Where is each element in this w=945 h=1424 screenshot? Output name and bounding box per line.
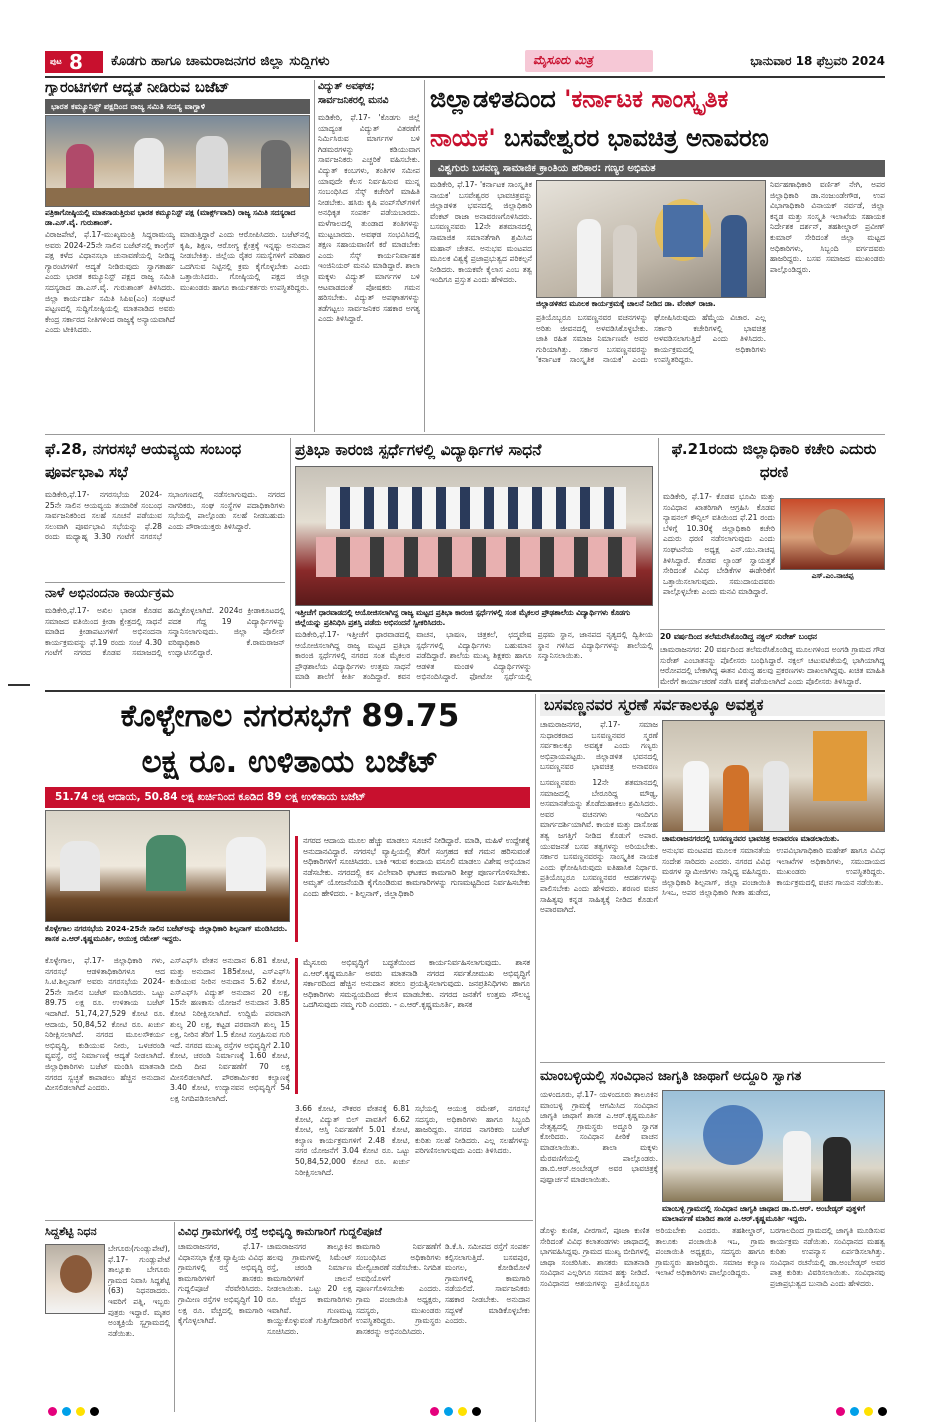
felicitation-headline: ನಾಳೆ ಅಭಿನಂದನಾ ಕಾರ್ಯಕ್ರಮ	[45, 586, 174, 601]
page-number-box	[45, 51, 103, 73]
date-line: ಭಾನುವಾರ 18 ಫೆಬ್ರವರಿ 2024	[750, 54, 885, 68]
budget-note-caption: ಪತ್ರಿಕಾಗೋಷ್ಠಿಯಲ್ಲಿ ಮಾತನಾಡುತ್ತಿರುವ ಭಾರತ ಕಮ್ಯೂನಿಸ್ಟ್ ಪಕ್ಷ (ಮಾರ್ಕ್ಸ್‌ವಾದಿ) ರಾಜ್ಯ ಸಮಿತಿ ಸದಸ್ಯರಾದ ಡಾ.ಎಸ್.ವೈ. ಗುರುಶಾಂತ್.	[45, 208, 296, 227]
masthead	[45, 48, 885, 74]
basaveshwara-headline-pre: ಜಿಲ್ಲಾಡಳಿತದಿಂದ	[430, 85, 565, 113]
obituary-headline: ಸಿದ್ದಶೆಟ್ಟಿ ನಿಧನ	[45, 1225, 97, 1238]
pratibha-caption: ಇತ್ತೀಚೆಗೆ ಧಾರವಾಡದಲ್ಲಿ ಆಯೋಜಿಸಲಾಗಿದ್ದ ರಾಜ್ಯ ಮಟ್ಟದ ಪ್ರತಿಭಾ ಕಾರಂಜಿ ಸ್ಪರ್ಧೆಗಳಲ್ಲಿ ಸಂತ ಮೈಕಲರ ಪ್ರೌಢಶಾಲೆಯ ವಿದ್ಯಾರ್ಥಿಗಳು ಕೊಡಗು ಜಿಲ್ಲೆಯನ್ನು ಪ್ರತಿನಿಧಿಸಿ ಪ್ರಶಸ್ತಿ ಪಡೆದು ಅಭಿನಂದನೆ ಸ್ವೀಕರಿಸಿದರು.	[295, 608, 631, 627]
budget-note-body-col2: ಮಾಡುತ್ತಿದ್ದಾರೆ ಎಂದು ಆರೋಪಿಸಿದರು. ಬಜೆಟ್‌ನಲ್ಲಿ ಕೃಷಿ, ಶಿಕ್ಷಣ, ಆರೋಗ್ಯ ಕ್ಷೇತ್ರಕ್ಕೆ ಇನ್ನಷ್ಟು ಅನುದಾನ ನೀಡಬೇಕಿತ್ತು. ಜಿಲ್ಲೆಯ ರೈತರ ಸಮಸ್ಯೆಗಳಿಗೆ ಪರಿಹಾರ ಒದಗಿಸುವ ನಿಟ್ಟಿನಲ್ಲಿ ಕ್ರಮ ಕೈಗೊಳ್ಳಬೇಕು ಎಂದು ಒತ್ತಾಯಿಸಿದರು. ಗೋಷ್ಠಿಯಲ್ಲಿ ಪಕ್ಷದ ಜಿಲ್ಲಾ ಮುಖಂಡರು ಹಾಗೂ ಕಾರ್ಯಕರ್ತರು ಉಪಸ್ಥಿತರಿದ್ದರು.	[180, 230, 310, 292]
kollegal-headline-line1: ಕೊಳ್ಳೇಗಾಲ ನಗರಸಭೆಗೆ 89.75	[120, 698, 460, 734]
registration-dot	[836, 1407, 845, 1416]
mamballi-body3: ಬರಗಾಲದಿಂದ ಗ್ರಾಮದಲ್ಲಿ ಜಾಗೃತಿ ಮೂಡಿಸುವ ಕಾರ್ಯಕ್ರಮ ನಡೆಯಿತು. ಸಂವಿಧಾನದ ಮಹತ್ವ ಕುರಿತು ಉಪನ್ಯಾಸ ಏರ್ಪಡಿಸಲಾಗಿತ್ತು. ಸಂವಿಧಾನ ರಚನೆಯಲ್ಲಿ ಡಾ.ಅಂಬೇಡ್ಕರ್ ಅವರ ಪಾತ್ರ ಕುರಿತು ವಿವರಿಸಲಾಯಿತು. ಸಂವಿಧಾನವು ಪ್ರಜಾಪ್ರಭುತ್ವದ ಬುನಾದಿ ಎಂದು ಹೇಳಿದರು.	[770, 1226, 885, 1288]
section-rule	[45, 690, 885, 692]
budget-note-sub: ಭಾರತ ಕಮ್ಯೂನಿಸ್ಟ್ ಪಕ್ಷದಿಂದ ರಾಜ್ಯ ಸಮಿತಿ ಸದಸ್ಯ ವಾಗ್ದಾಳಿ	[45, 99, 310, 114]
mamballi-photo	[662, 1090, 885, 1202]
basaveshwara-sub: ವಿಶ್ವಗುರು ಬಸವಣ್ಣ ಸಾಮಾಜಿಕ ಕ್ರಾಂತಿಯ ಹರಿಕಾರ: ಗಣ್ಯರ ಅಭಿಮತ	[430, 160, 885, 177]
section-rule	[660, 629, 885, 630]
budget-note-body-col1: ವಿರಾಜಪೇಟೆ, ಫೆ.17-ಮುಖ್ಯಮಂತ್ರಿ ಸಿದ್ದರಾಮಯ್ಯ ಅವರು 2024-25ನೇ ಸಾಲಿನ ಬಜೆಟ್‌ನಲ್ಲಿ ಕಾಂಗ್ರೆಸ್ ಪಕ್ಷ ಕಳೆದ ವಿಧಾನಸಭಾ ಚುನಾವಣೆಯಲ್ಲಿ ನೀಡಿದ್ದ ಗ್ಯಾರಂಟಿಗಳಿಗೆ ಆದ್ಯತೆ ನೀಡಿರುವುದು ಸ್ವಾಗತಾರ್ಹ ಎಂದು ಭಾರತ ಕಮ್ಯೂನಿಸ್ಟ್ ಪಕ್ಷದ ರಾಜ್ಯ ಸಮಿತಿ ಸದಸ್ಯರಾದ ಡಾ.ಎಸ್.ವೈ. ಗುರುಶಾಂತ್ ತಿಳಿಸಿದರು. ಜಿಲ್ಲಾ ಕಾರ್ಯದರ್ಶಿ ಸಮಿತಿ ಸಿಪಿಐ(ಎಂ) ಸಂಘಟನೆ ಪಟ್ಟಣದಲ್ಲಿ ಸುದ್ದಿಗೋಷ್ಠಿಯಲ್ಲಿ ಮಾತನಾಡಿದ ಅವರು ಕೇಂದ್ರ ಸರ್ಕಾರದ ನೀತಿಗಳಿಂದ ರಾಜ್ಯಕ್ಕೆ ಅನ್ಯಾಯವಾಗಿದೆ ಎಂದು ಟೀಕಿಸಿದರು.	[45, 230, 175, 335]
registration-dot	[850, 1407, 859, 1416]
section-rule	[540, 1062, 885, 1063]
budget-note-headline: ಗ್ಯಾರಂಟಿಗಳಿಗೆ ಆದ್ಯತೆ ನೀಡಿರುವ ಬಜೆಟ್	[45, 80, 230, 96]
electricity-body: ಮಡಿಕೇರಿ, ಫೆ.17- 'ಕೊಡಗು ಜಿಲ್ಲೆ ಯಾದ್ಯಂತ ವಿದ್ಯುತ್ ವಿತರಣೆಗೆ ನಿರ್ಮಿಸಿರುವ ಮಾರ್ಗಗಳ ಬಳಿ ಗಿಡಮರಗಳನ್ನು ಕಡಿಯುವಾಗ ಸಾರ್ವಜನಿಕರು ಎಚ್ಚರಿಕೆ ವಹಿಸಬೇಕು. ವಿದ್ಯುತ್ ಕಂಬಗಳು, ತಂತಿಗಳ ಸಮೀಪ ಯಾವುದೇ ಕೆಲಸ ನಿರ್ವಹಿಸುವ ಮುನ್ನ ಸಂಬಂಧಿಸಿದ ಸೆಸ್ಕ್ ಕಚೇರಿಗೆ ಮಾಹಿತಿ ನೀಡಬೇಕು. ಹಸಿರು ಕೃಷಿ ಪಂಪ್‌ಸೆಟ್‌ಗಳಿಗೆ ಅನಧಿಕೃತ ಸಂಪರ್ಕ ಪಡೆಯಬಾರದು. ಮಳೆಗಾಲದಲ್ಲಿ ತುಂಡಾದ ತಂತಿಗಳನ್ನು ಮುಟ್ಟಬಾರದು. ಅವಘಡ ಸಂಭವಿಸಿದಲ್ಲಿ ತಕ್ಷಣ ಸಹಾಯವಾಣಿಗೆ ಕರೆ ಮಾಡಬೇಕು ಎಂದು ಸೆಸ್ಕ್ ಕಾರ್ಯನಿರ್ವಾಹಕ ಇಂಜಿನಿಯರ್ ಮನವಿ ಮಾಡಿದ್ದಾರೆ. ಶಾಲಾ ಮಕ್ಕಳು ವಿದ್ಯುತ್ ಮಾರ್ಗಗಳ ಬಳಿ ಆಟವಾಡದಂತೆ ಪೋಷಕರು ಗಮನ ಹರಿಸಬೇಕು. ವಿದ್ಯುತ್ ಅಪಘಾತಗಳನ್ನು ತಡೆಗಟ್ಟಲು ಸಾರ್ವಜನಿಕರ ಸಹಕಾರ ಅಗತ್ಯ ಎಂದು ತಿಳಿಸಿದ್ದಾರೆ.	[318, 113, 420, 324]
roads-body4: ಡಿ.ಕೆ.ಸಿ. ಸಮೀಪದ ರಸ್ತೆಗೆ ಸಂಪರ್ಕ ಕಲ್ಪಿಸಲಾಗುತ್ತಿದೆ. ಬಸವಪುರ, ಮಂಗಲ, ಕೋಡಿಮೋಳೆ ಗ್ರಾಮಗಳಲ್ಲಿ ಕಾಮಗಾರಿ ನಡೆಯಲಿದೆ. ಸಾರ್ವಜನಿಕರು ಸಹಕಾರ ನೀಡಬೇಕು. ಅನುದಾನ ಸದ್ಬಳಕೆ ಮಾಡಿಕೊಳ್ಳಬೇಕು ಎಂದರು.	[445, 1242, 530, 1326]
kollegal-quote-1: ನಗರದ ಆದಾಯ ಮೂಲ ಹೆಚ್ಚು ಮಾಡಲು ಸೂಚನೆ ನೀಡಿದ್ದಾರೆ. ಮಾಡಿ, ಮಹಿಳೆ ಉದ್ದೇಶಕ್ಕೆ ಅನುದಾನವಿದ್ದಾರೆ. ನಗರಸಭೆ ವ್ಯಾಪ್ತಿಯಲ್ಲಿ ತೆರಿಗೆ ಸಂಗ್ರಹದ ಕಡೆ ಗಮನ ಹರಿಸುವಂತೆ ಅಧಿಕಾರಿಗಳಿಗೆ ಸೂಚಿಸಿದರು. ಬಾಕಿ ಇರುವ ಕಂದಾಯ ವಸೂಲಿ ಮಾಡಲು ವಿಶೇಷ ಅಭಿಯಾನ ನಡೆಸಬೇಕು. ನಗರದಲ್ಲಿ ಕಸ ವಿಲೇವಾರಿ ಘಟಕದ ಕಾಮಗಾರಿ ಶೀಘ್ರ ಪೂರ್ಣಗೊಳಿಸಬೇಕು. ಅಮೃತ್ ಯೋಜನೆಯಡಿ ಕೈಗೊಂಡಿರುವ ಕಾಮಗಾರಿಗಳನ್ನು ಗುಣಮಟ್ಟದಿಂದ ನಿರ್ವಹಿಸಬೇಕು ಎಂದು ಹೇಳಿದರು. - ಶಿಲ್ಪನಾಗ್, ಜಿಲ್ಲಾಧಿಕಾರಿ	[303, 836, 530, 898]
naxal-body: ಚಾಮರಾಜನಗರ: 20 ವರ್ಷದಿಂದ ತಲೆಮರೆಸಿಕೊಂಡಿದ್ದ ಮೂಲಗಳಿಂದ ಅಂಗಡಿ ಗ್ರಾಮದ ಗೌಡ ಸುರೇಶ್ ಎಂಬಾತನನ್ನು ಪೊಲೀಸರು ಬಂಧಿಸಿದ್ದಾರೆ. ನಕ್ಸಲ್ ಚಟುವಟಿಕೆಯಲ್ಲಿ ಭಾಗಿಯಾಗಿದ್ದ ಆರೋಪದಲ್ಲಿ ಬೇಕಾಗಿದ್ದ ಈತನ ವಿರುದ್ಧ ಹಲವು ಪ್ರಕರಣಗಳು ದಾಖಲಾಗಿದ್ದವು. ಖಚಿತ ಮಾಹಿತಿ ಮೇರೆಗೆ ಕಾರ್ಯಾಚರಣೆ ನಡೆಸಿ ವಶಕ್ಕೆ ಪಡೆಯಲಾಗಿದೆ ಎಂದು ಪೊಲೀಸರು ತಿಳಿಸಿದ್ದಾರೆ.	[660, 645, 885, 686]
paper-logo	[525, 50, 653, 72]
kollegal-sub: 51.74 ಲಕ್ಷ ಆದಾಯ, 50.84 ಲಕ್ಷ ಖರ್ಚಿನಿಂದ ಕೂಡಿದ 89 ಲಕ್ಷ ಉಳಿತಾಯ ಬಜೆಟ್	[45, 787, 530, 808]
feb21-headline: ಫೆ.21ರಂದು ಜಿಲ್ಲಾಧಿಕಾರಿ ಕಚೇರಿ ಎದುರು ಧರಣಿ	[671, 440, 877, 481]
registration-dot	[444, 1407, 453, 1416]
kollegal-photo	[45, 810, 290, 922]
mamballi-headline: ಮಾಂಬಳ್ಳಿಯಲ್ಲಿ ಸಂವಿಧಾನ ಜಾಗೃತಿ ಜಾಥಾಗೆ ಅದ್ದೂರಿ ಸ್ವಾಗತ	[540, 1068, 802, 1084]
basavanna-smarane-body3: ಅನುಭವ ಮಂಟಪದ ಮೂಲಕ ಸಮಾನತೆಯ ಸಂದೇಶ ಸಾರಿದರು ಎಂದರು. ನಗರದ ವಿವಿಧ ಮಠಗಳ ಸ್ವಾಮೀಜಿಗಳು ಸಾನ್ನಿಧ್ಯ ವಹಿಸಿದ್ದರು. ಜಿಲ್ಲಾಧಿಕಾರಿ ಶಿಲ್ಪನಾಗ್, ಜಿಲ್ಲಾ ಪಂಚಾಯಿತಿ ಸಿಇಒ, ಅಪರ ಜಿಲ್ಲಾಧಿಕಾರಿ ಗೀತಾ ಹುಡೇದ, ಉಪವಿಭಾಗಾಧಿಕಾರಿ ಮಹೇಶ್ ಹಾಗೂ ವಿವಿಧ ಇಲಾಖೆಗಳ ಅಧಿಕಾರಿಗಳು, ಸಮುದಾಯದ ಮುಖಂಡರು ಉಪಸ್ಥಿತರಿದ್ದರು. ಕಾರ್ಯಕ್ರಮದಲ್ಲಿ ವಚನ ಗಾಯನ ನಡೆಯಿತು.	[662, 846, 885, 898]
page-label: ಪುಟ	[50, 57, 62, 66]
kollegal-body-col4: ಸಭೆಯಲ್ಲಿ ಆಯುಕ್ತ ರಮೇಶ್, ನಗರಸಭೆ ಸದಸ್ಯರು, ಅಧಿಕಾರಿಗಳು ಹಾಗೂ ಸಿಬ್ಬಂದಿ ಹಾಜರಿದ್ದರು. ನಗರದ ನಾಗರಿಕರು ಬಜೆಟ್ ಕುರಿತು ಸಲಹೆ ನೀಡಿದರು. ಎಲ್ಲ ಸಲಹೆಗಳನ್ನು ಪರಿಗಣಿಸಲಾಗುವುದು ಎಂದು ತಿಳಿಸಿದರು.	[415, 1104, 530, 1156]
basavanna-smarane-caption: ಚಾಮರಾಜನಗರದಲ್ಲಿ ಬಸವಣ್ಣನವರ ಭಾವಚಿತ್ರ ಅನಾವರಣ ಮಾಡಲಾಯಿತು.	[662, 834, 840, 843]
crop-mark	[8, 684, 30, 686]
kollegal-quote-2: ಮೈಸೂರು ಅಭಿವೃದ್ಧಿಗೆ ಬದ್ಧತೆಯಿಂದ ಕಾರ್ಯನಿರ್ವಹಿಸಲಾಗುವುದು. ಶಾಸಕ ಎ.ಆರ್.ಕೃಷ್ಣಮೂರ್ತಿ ಅವರು ಮಾತನಾಡಿ ನಗರದ ಸರ್ವತೋಮುಖ ಅಭಿವೃದ್ಧಿಗೆ ಸರ್ಕಾರದಿಂದ ಹೆಚ್ಚಿನ ಅನುದಾನ ತರಲು ಪ್ರಯತ್ನಿಸಲಾಗುವುದು. ಜನಪ್ರತಿನಿಧಿಗಳು ಹಾಗೂ ಅಧಿಕಾರಿಗಳು ಸಮನ್ವಯದಿಂದ ಕೆಲಸ ಮಾಡಬೇಕು. ನಗರದ ಜನತೆಗೆ ಉತ್ತಮ ಸೌಲಭ್ಯ ಒದಗಿಸುವುದು ನಮ್ಮ ಗುರಿ ಎಂದರು. - ಎ.ಆರ್.ಕೃಷ್ಣಮೂರ್ತಿ, ಶಾಸಕ	[303, 958, 530, 1010]
basaveshwara-body-col2: ಪ್ರತಿಯೊಬ್ಬರೂ ಬಸವಣ್ಣನವರ ವಚನಗಳನ್ನು ಅರಿತು ಜೀವನದಲ್ಲಿ ಅಳವಡಿಸಿಕೊಳ್ಳಬೇಕು. ಜಾತಿ ರಹಿತ ಸಮಾಜ ನಿರ್ಮಾಣವೇ ಅವರ ಗುರಿಯಾಗಿತ್ತು. ಸರ್ಕಾರ ಬಸವಣ್ಣನವರನ್ನು 'ಕರ್ನಾಟಕ ಸಾಂಸ್ಕೃತಿಕ ನಾಯಕ' ಎಂದು ಘೋಷಿಸಿರುವುದು ಹೆಮ್ಮೆಯ ವಿಚಾರ. ಎಲ್ಲ ಸರ್ಕಾರಿ ಕಚೇರಿಗಳಲ್ಲಿ ಭಾವಚಿತ್ರ ಅಳವಡಿಸಲಾಗುತ್ತಿದೆ ಎಂದು ತಿಳಿಸಿದರು. ಕಾರ್ಯಕ್ರಮದಲ್ಲಿ ಅಧಿಕಾರಿಗಳು ಉಪಸ್ಥಿತರಿದ್ದರು.	[536, 313, 766, 365]
section-title: ಕೊಡಗು ಹಾಗೂ ಚಾಮರಾಜನಗರ ಜಿಲ್ಲಾ ಸುದ್ದಿಗಳು	[111, 53, 330, 69]
section-rule	[45, 582, 285, 583]
kollegal-quote-box-2	[295, 958, 530, 1094]
basaveshwara-headline-line2	[430, 121, 885, 155]
registration-dot	[62, 1407, 71, 1416]
roads-body1: ಚಾಮರಾಜನಗರ, ಫೆ.17- ವಿಧಾನಸಭಾ ಕ್ಷೇತ್ರ ವ್ಯಾಪ್ತಿಯ ವಿವಿಧ ಗ್ರಾಮಗಳಲ್ಲಿ ರಸ್ತೆ ಅಭಿವೃದ್ಧಿ ಕಾಮಗಾರಿಗಳಿಗೆ ಶಾಸಕರು ಗುದ್ದಲಿಪೂಜೆ ನೆರವೇರಿಸಿದರು. ಗ್ರಾಮೀಣ ರಸ್ತೆಗಳ ಅಭಿವೃದ್ಧಿಗೆ 10 ಲಕ್ಷ ರೂ. ವೆಚ್ಚದಲ್ಲಿ ಕಾಮಗಾರಿ ಕೈಗೊಳ್ಳಲಾಗಿದೆ.	[178, 1242, 263, 1326]
basaveshwara-headline-post: ಬಸವೇಶ್ವರರ ಭಾವಚಿತ್ರ ಅನಾವರಣ	[495, 124, 769, 152]
registration-dot	[458, 1407, 467, 1416]
basavanna-smarane-headline: ಬಸವಣ್ಣನವರ ಸ್ಮರಣೆ ಸರ್ವಕಾಲಕ್ಕೂ ಅವಶ್ಯಕ	[540, 694, 885, 716]
kollegal-body-col3: 3.66 ಕೋಟಿ, ನೌಕರರ ವೇತನಕ್ಕೆ 6.81 ಕೋಟಿ, ವಿದ್ಯುತ್ ಬಿಲ್ ಪಾವತಿಗೆ 6.62 ಕೋಟಿ, ಆಸ್ತಿ ನಿರ್ವಹಣೆಗೆ 5.01 ಕೋಟಿ, ಕಲ್ಯಾಣ ಕಾರ್ಯಕ್ರಮಗಳಿಗೆ 2.48 ಕೋಟಿ, ನಗರ ಯೋಜನೆಗೆ 3.04 ಕೋಟಿ ರೂ. ಒಟ್ಟು 50,84,52,000 ಕೋಟಿ ರೂ. ಖರ್ಚು ನಿರೀಕ್ಷಿಸಲಾಗಿದೆ.	[295, 1104, 410, 1177]
basaveshwara-caption: ಜಿಲ್ಲಾಡಳಿತದ ಮೂಲಕ ಕಾರ್ಯಕ್ರಮಕ್ಕೆ ಚಾಲನೆ ನೀಡಿದ ಡಾ. ವೆಂಕಟ್ ರಾಜಾ.	[536, 299, 716, 308]
pratibha-body: ಮಡಿಕೇರಿ,ಫೆ.17- ಇತ್ತೀಚೆಗೆ ಧಾರವಾಡದಲ್ಲಿ ಆಯೋಜಿಸಲಾಗಿದ್ದ ರಾಜ್ಯ ಮಟ್ಟದ ಪ್ರತಿಭಾ ಕಾರಂಜಿ ಸ್ಪರ್ಧೆಗಳಲ್ಲಿ ನಗರದ ಸಂತ ಮೈಕಲರ ಪ್ರೌಢಶಾಲೆಯ ವಿದ್ಯಾರ್ಥಿಗಳು ಉತ್ತಮ ಸಾಧನೆ ಮಾಡಿ ಶಾಲೆಗೆ ಕೀರ್ತಿ ತಂದಿದ್ದಾರೆ. ಕವನ ವಾಚನ, ಭಾಷಣ, ಚಿತ್ರಕಲೆ, ಛದ್ಮವೇಷ ಸ್ಪರ್ಧೆಗಳಲ್ಲಿ ವಿದ್ಯಾರ್ಥಿಗಳು ಬಹುಮಾನ ಪಡೆದಿದ್ದಾರೆ. ಶಾಲೆಯ ಮುಖ್ಯ ಶಿಕ್ಷಕರು ಹಾಗೂ ಆಡಳಿತ ಮಂಡಳಿ ವಿದ್ಯಾರ್ಥಿಗಳನ್ನು ಅಭಿನಂದಿಸಿದ್ದಾರೆ. ಫೋಟೋ ಸ್ಪರ್ಧೆಯಲ್ಲಿ ಪ್ರಥಮ ಸ್ಥಾನ, ಜಾನಪದ ನೃತ್ಯದಲ್ಲಿ ದ್ವಿತೀಯ ಸ್ಥಾನ ಗಳಿಸಿದ ವಿದ್ಯಾರ್ಥಿಗಳನ್ನು ಶಾಲೆಯಲ್ಲಿ ಸನ್ಮಾನಿಸಲಾಯಿತು.	[295, 630, 653, 682]
registration-dot	[472, 1407, 481, 1416]
basavanna-smarane-body1: ಚಾಮರಾಜನಗರ, ಫೆ.17- ಸಮಾಜ ಸುಧಾರಕರಾದ ಬಸವಣ್ಣನವರ ಸ್ಮರಣೆ ಸರ್ವಕಾಲಕ್ಕೂ ಅವಶ್ಯಕ ಎಂದು ಗಣ್ಯರು ಅಭಿಪ್ರಾಯಪಟ್ಟರು. ಜಿಲ್ಲಾಡಳಿತ ಭವನದಲ್ಲಿ ಬಸವಣ್ಣನವರ ಭಾವಚಿತ್ರ ಅನಾವರಣ	[540, 720, 658, 772]
feb21-photo	[780, 498, 885, 570]
naxal-headline: 20 ವರ್ಷದಿಂದ ತಲೆಮರೆಸಿಕೊಂಡಿದ್ದ ನಕ್ಸಲ್ ಸುರೇಶ್ ಬಂಧನ	[660, 632, 817, 641]
column-rule	[424, 80, 425, 432]
kollegal-quote-box-1	[295, 836, 530, 942]
column-rule	[174, 1222, 175, 1412]
basavanna-smarane-photo	[662, 720, 885, 832]
kollegal-headline-line2: ಲಕ್ಷ ರೂ. ಉಳಿತಾಯ ಬಜೆಟ್	[141, 744, 439, 780]
column-rule	[290, 438, 291, 688]
feb28-body: ಮಡಿಕೇರಿ,ಫೆ.17- ನಗರಸಭೆಯ 2024-25ನೇ ಸಾಲಿನ ಆಯವ್ಯಯ ತಯಾರಿಕೆ ಸಂಬಂಧ ಸಾರ್ವಜನಿಕರಿಂದ ಸಲಹೆ ಸೂಚನೆ ಪಡೆಯುವ ಸಲುವಾಗಿ ಪೂರ್ವಭಾವಿ ಸಭೆಯನ್ನು ಫೆ.28 ರಂದು ಮಧ್ಯಾಹ್ನ 3.30 ಗಂಟೆಗೆ ನಗರಸಭೆ ಸಭಾಂಗಣದಲ್ಲಿ ನಡೆಸಲಾಗುವುದು. ನಗರದ ನಾಗರಿಕರು, ಸಂಘ ಸಂಸ್ಥೆಗಳ ಪದಾಧಿಕಾರಿಗಳು ಸಭೆಯಲ್ಲಿ ಪಾಲ್ಗೊಂಡು ಸಲಹೆ ನೀಡಬಹುದು ಎಂದು ಪೌರಾಯುಕ್ತರು ತಿಳಿಸಿದ್ದಾರೆ.	[45, 490, 285, 542]
basaveshwara-body-col1: ಮಡಿಕೇರಿ, ಫೆ.17- 'ಕರ್ನಾಟಕ ಸಾಂಸ್ಕೃತಿಕ ನಾಯಕ' ಬಸವೇಶ್ವರರ ಭಾವಚಿತ್ರವನ್ನು ಜಿಲ್ಲಾಡಳಿತ ಭವನದಲ್ಲಿ ಜಿಲ್ಲಾಧಿಕಾರಿ ವೆಂಕಟ್ ರಾಜಾ ಅನಾವರಣಗೊಳಿಸಿದರು. ಬಸವಣ್ಣನವರು 12ನೇ ಶತಮಾನದಲ್ಲಿ ಸಾಮಾಜಿಕ ಸಮಾನತೆಗಾಗಿ ಶ್ರಮಿಸಿದ ಮಹಾನ್ ಚೇತನ. ಅನುಭವ ಮಂಟಪದ ಮೂಲಕ ವಿಶ್ವಕ್ಕೆ ಪ್ರಜಾಪ್ರಭುತ್ವದ ಪರಿಕಲ್ಪನೆ ನೀಡಿದರು. ಕಾಯಕವೇ ಕೈಲಾಸ ಎಂಬ ತತ್ವ ಇಂದಿಗೂ ಪ್ರಸ್ತುತ ಎಂದು ಹೇಳಿದರು.	[430, 180, 532, 285]
basaveshwara-headline-line1	[430, 82, 885, 116]
electricity-headline: ವಿದ್ಯುತ್ ಅವಘಡ; ಸಾರ್ವಜನಿಕರಲ್ಲಿ ಮನವಿ	[318, 81, 389, 106]
basaveshwara-photo	[536, 180, 766, 298]
obituary-body: ಬೇಗೂರು(ಗುಂಡ್ಲುಪೇಟೆ), ಫೆ.17- ಗುಂಡ್ಲುಪೇಟೆ ತಾಲ್ಲೂಕು ಬೇಗೂರು ಗ್ರಾಮದ ನಿವಾಸಿ ಸಿದ್ದಶೆಟ್ಟಿ (63) ನಿಧನರಾದರು. ಇವರಿಗೆ ಪತ್ನಿ, ಇಬ್ಬರು ಪುತ್ರರು ಇದ್ದಾರೆ. ಮೃತರ ಅಂತ್ಯಕ್ರಿಯೆ ಸ್ವಗ್ರಾಮದಲ್ಲಿ ನಡೆಯಿತು.	[108, 1244, 170, 1338]
basaveshwara-headline-quote: 'ಕರ್ನಾಟಕ ಸಾಂಸ್ಕೃತಿಕ	[564, 85, 729, 113]
basavanna-smarane-body2: ಬಸವಣ್ಣನವರು 12ನೇ ಶತಮಾನದಲ್ಲಿ ಸಮಾಜದಲ್ಲಿ ಬೇರೂರಿದ್ದ ಮೌಢ್ಯ, ಅಸಮಾನತೆಯನ್ನು ತೊಡೆದುಹಾಕಲು ಶ್ರಮಿಸಿದರು. ಅವರ ವಚನಗಳು ಇಂದಿಗೂ ಮಾರ್ಗದರ್ಶಿಯಾಗಿವೆ. ಕಾಯಕ ಮತ್ತು ದಾಸೋಹ ತತ್ವ ಜಗತ್ತಿಗೆ ನೀಡಿದ ಕೊಡುಗೆ ಅಪಾರ. ಯುವಜನತೆ ಬಸವ ತತ್ವಗಳನ್ನು ಅರಿಯಬೇಕು. ಸರ್ಕಾರ ಬಸವಣ್ಣನವರನ್ನು ಸಾಂಸ್ಕೃತಿಕ ನಾಯಕ ಎಂದು ಘೋಷಿಸಿರುವುದು ಐತಿಹಾಸಿಕ ನಿರ್ಧಾರ. ಪ್ರತಿಯೊಬ್ಬರೂ ಬಸವಣ್ಣನವರ ಆದರ್ಶಗಳನ್ನು ಪಾಲಿಸಬೇಕು ಎಂದು ಹೇಳಿದರು. ಶರಣರ ವಚನ ಸಾಹಿತ್ಯವು ಕನ್ನಡ ಸಾಹಿತ್ಯಕ್ಕೆ ನೀಡಿದ ಕೊಡುಗೆ ಅಪಾರವಾಗಿದೆ.	[540, 778, 658, 915]
roads-body2: ಚಾಮರಾಜನಗರ ತಾಲ್ಲೂಕಿನ ಹಲವು ಗ್ರಾಮಗಳಲ್ಲಿ ಸಿಮೆಂಟ್ ರಸ್ತೆ, ಚರಂಡಿ ನಿರ್ಮಾಣ ಕಾಮಗಾರಿಗಳಿಗೆ ಚಾಲನೆ ನೀಡಲಾಯಿತು. ಒಟ್ಟು 20 ಲಕ್ಷ ರೂ. ವೆಚ್ಚದ ಕಾಮಗಾರಿಗಳು ಇವಾಗಿವೆ. ಗುಣಮಟ್ಟ ಕಾಯ್ದುಕೊಳ್ಳುವಂತೆ ಗುತ್ತಿಗೆದಾರರಿಗೆ ಸೂಚಿಸಿದರು.	[267, 1242, 352, 1336]
registration-dot	[878, 1407, 887, 1416]
feb21-body-col1: ಮಡಿಕೇರಿ, ಫೆ.17- ಕೊಡವ ಭೂಮಿ ಮತ್ತು ಸಂವಿಧಾನ ಖಾತರಿಗಾಗಿ ಆಗ್ರಹಿಸಿ ಕೊಡವ ನ್ಯಾಷನಲ್ ಕೌನ್ಸಿಲ್ ವತಿಯಿಂದ ಫೆ.21 ರಂದು ಬೆಳಿಗ್ಗೆ 10.30ಕ್ಕೆ ಜಿಲ್ಲಾಧಿಕಾರಿ ಕಚೇರಿ ಎದುರು ಧರಣಿ ನಡೆಸಲಾಗುವುದು ಎಂದು ಸಂಘಟನೆಯ ಅಧ್ಯಕ್ಷ ಎನ್.ಯು.ನಾಚಪ್ಪ ತಿಳಿಸಿದ್ದಾರೆ. ಕೊಡವ ಲ್ಯಾಂಡ್ ಸ್ವಾಯತ್ತತೆ ಸೇರಿದಂತೆ ವಿವಿಧ ಬೇಡಿಕೆಗಳ ಈಡೇರಿಕೆಗೆ ಒತ್ತಾಯಿಸಲಾಗುವುದು. ಸಮುದಾಯದವರು ಪಾಲ್ಗೊಳ್ಳಬೇಕು ಎಂದು ಮನವಿ ಮಾಡಿದ್ದಾರೆ.	[663, 492, 775, 597]
obituary-photo	[45, 1244, 105, 1314]
section-rule	[45, 1220, 533, 1221]
registration-dot	[48, 1407, 57, 1416]
registration-dot	[430, 1407, 439, 1416]
column-rule	[658, 438, 659, 688]
roads-body3: ಕಾಮಗಾರಿ ನಿರ್ವಹಣೆಗೆ ಸಂಬಂಧಿಸಿದ ಅಧಿಕಾರಿಗಳು ಮೇಲ್ವಿಚಾರಣೆ ನಡೆಸಬೇಕು. ನಿಗದಿತ ಅವಧಿಯೊಳಗೆ ಪೂರ್ಣಗೊಳಿಸಬೇಕು ಎಂದರು. ಗ್ರಾಮ ಪಂಚಾಯಿತಿ ಅಧ್ಯಕ್ಷರು, ಸದಸ್ಯರು, ಮುಖಂಡರು ಉಪಸ್ಥಿತರಿದ್ದರು. ಗ್ರಾಮಸ್ಥರು ಶಾಸಕರನ್ನು ಅಭಿನಂದಿಸಿದರು.	[356, 1242, 441, 1336]
masthead-rule	[45, 76, 885, 78]
kollegal-body-col1: ಕೊಳ್ಳೇಗಾಲ, ಫೆ.17- ಜಿಲ್ಲಾಧಿಕಾರಿ ಗಳು, ನಗರಸಭೆ ಆಡಳಿತಾಧಿಕಾರಿಗಳೂ ಆದ ಸಿ.ಟಿ.ಶಿಲ್ಪನಾಗ್ ಅವರು ನಗರಸಭೆಯ 2024-25ನೇ ಸಾಲಿನ ಬಜೆಟ್ ಮಂಡಿಸಿದರು. ಒಟ್ಟು 89.75 ಲಕ್ಷ ರೂ. ಉಳಿತಾಯ ಬಜೆಟ್ ಇದಾಗಿದೆ. 51,74,27,529 ಕೋಟಿ ರೂ. ಆದಾಯ, 50,84,52 ಕೋಟಿ ರೂ. ಖರ್ಚು ನಿರೀಕ್ಷಿಸಲಾಗಿದೆ. ನಗರದ ಮೂಲಸೌಕರ್ಯ ಅಭಿವೃದ್ಧಿ, ಕುಡಿಯುವ ನೀರು, ಒಳಚರಂಡಿ ವ್ಯವಸ್ಥೆ, ರಸ್ತೆ ನಿರ್ಮಾಣಕ್ಕೆ ಆದ್ಯತೆ ನೀಡಲಾಗಿದೆ. ಜಿಲ್ಲಾಧಿಕಾರಿಗಳು ಬಜೆಟ್ ಮಂಡಿಸಿ ಮಾತನಾಡಿ ನಗರದ ಸ್ವಚ್ಛತೆ ಕಾಪಾಡಲು ಹೆಚ್ಚಿನ ಅನುದಾನ ಮೀಸಲಿಡಲಾಗಿದೆ ಎಂದರು.	[45, 956, 165, 1093]
mamballi-body2: ಡೊಳ್ಳು ಕುಣಿತ, ವೀರಗಾಸೆ, ಪೂಜಾ ಕುಣಿತ ಸೇರಿದಂತೆ ವಿವಿಧ ಕಲಾತಂಡಗಳು ಜಾಥಾದಲ್ಲಿ ಭಾಗವಹಿಸಿದ್ದವು. ಗ್ರಾಮದ ಮುಖ್ಯ ಬೀದಿಗಳಲ್ಲಿ ಜಾಥಾ ಸಂಚರಿಸಿತು. ಶಾಸಕರು ಮಾತನಾಡಿ ಸಂವಿಧಾನ ಎಲ್ಲರಿಗೂ ಸಮಾನ ಹಕ್ಕು ನೀಡಿದೆ. ಸಂವಿಧಾನದ ಆಶಯಗಳನ್ನು ಪ್ರತಿಯೊಬ್ಬರೂ ಅರಿಯಬೇಕು ಎಂದರು. ತಹಶೀಲ್ದಾರ್, ತಾಲೂಕು ಪಂಚಾಯಿತಿ ಇಒ, ಗ್ರಾಮ ಪಂಚಾಯಿತಿ ಅಧ್ಯಕ್ಷರು, ಸದಸ್ಯರು ಹಾಗೂ ಗ್ರಾಮಸ್ಥರು ಹಾಜರಿದ್ದರು. ಸಮಾಜ ಕಲ್ಯಾಣ ಇಲಾಖೆ ಅಧಿಕಾರಿಗಳು ಪಾಲ್ಗೊಂಡಿದ್ದರು.	[540, 1226, 765, 1288]
kollegal-body-col2: ಎಸ್‌ಎಫ್‌ಸಿ ವೇತನ ಅನುದಾನ 6.81 ಕೋಟಿ, ಮತ್ತು ಅನುದಾನ 185ಕೋಟಿ, ಎಸ್‌ಎಫ್‌ಸಿ ಕುಡಿಯುವ ನೀರಿನ ಅನುದಾನ 5.62 ಕೋಟಿ, ಎಸ್‌ಎಫ್‌ಸಿ ವಿದ್ಯುತ್ ಅನುದಾನ 20 ಲಕ್ಷ, 15ನೇ ಹಣಕಾಸು ಯೋಜನೆ ಅನುದಾನ 3.85 ಕೋಟಿ ನಿರೀಕ್ಷಿಸಲಾಗಿದೆ. ಉದ್ದಿಮೆ ಪರವಾನಗಿ ಶುಲ್ಕ 20 ಲಕ್ಷ, ಕಟ್ಟಡ ಪರವಾನಗಿ ಶುಲ್ಕ 15 ಲಕ್ಷ, ನೀರಿನ ತೆರಿಗೆ 1.5 ಕೋಟಿ ಸಂಗ್ರಹಿಸುವ ಗುರಿ ಇದೆ. ನಗರದ ಮುಖ್ಯ ರಸ್ತೆಗಳ ಅಭಿವೃದ್ಧಿಗೆ 2.10 ಕೋಟಿ, ಚರಂಡಿ ನಿರ್ಮಾಣಕ್ಕೆ 1.60 ಕೋಟಿ, ಬೀದಿ ದೀಪ ನಿರ್ವಹಣೆಗೆ 70 ಲಕ್ಷ ಮೀಸಲಿಡಲಾಗಿದೆ. ಪೌರಕಾರ್ಮಿಕರ ಕಲ್ಯಾಣಕ್ಕೆ 3.40 ಕೋಟಿ, ಉದ್ಯಾನವನ ಅಭಿವೃದ್ಧಿಗೆ 54 ಲಕ್ಷ ನಿಗದಿಪಡಿಸಲಾಗಿದೆ.	[170, 956, 290, 1103]
column-rule	[314, 80, 315, 432]
registration-dot	[76, 1407, 85, 1416]
section-rule	[45, 434, 885, 435]
pratibha-photo	[295, 466, 653, 606]
column-rule	[535, 694, 536, 1422]
basaveshwara-body-col3: ನಿರ್ವಹಣಾಧಿಕಾರಿ ವರ್ಣಿತ್ ನೇಗಿ, ಅಪರ ಜಿಲ್ಲಾಧಿಕಾರಿ ಡಾ.ನಂಜುಂಡೇಗೌಡ, ಉಪ ವಿಭಾಗಾಧಿಕಾರಿ ವಿನಾಯಕ್ ನರ್ವಡೆ, ಜಿಲ್ಲಾ ಕನ್ನಡ ಮತ್ತು ಸಂಸ್ಕೃತಿ ಇಲಾಖೆಯ ಸಹಾಯಕ ನಿರ್ದೇಶಕ ದರ್ಶನ್, ತಹಶೀಲ್ದಾರ್ ಪ್ರವೀಣ್ ಕುಮಾರ್ ಸೇರಿದಂತೆ ಜಿಲ್ಲಾ ಮಟ್ಟದ ಅಧಿಕಾರಿಗಳು, ಸಿಬ್ಬಂದಿ ವರ್ಗದವರು ಹಾಜರಿದ್ದರು. ಬಸವ ಸಮಾಜದ ಮುಖಂಡರು ಪಾಲ್ಗೊಂಡಿದ್ದರು.	[770, 180, 885, 274]
mamballi-caption: ಮಾಂಬಳ್ಳಿ ಗ್ರಾಮದಲ್ಲಿ ಸಂವಿಧಾನ ಜಾಗೃತಿ ಜಾಥಾದ ಡಾ.ಬಿ.ಆರ್. ಅಂಬೇಡ್ಕರ್ ಪುತ್ಥಳಿಗೆ ಮಾಲಾರ್ಪಣೆ ಮಾಡಿದ ಶಾಸಕ ಎ.ಆರ್.ಕೃಷ್ಣಮೂರ್ತಿ ಇದ್ದರು.	[662, 1204, 865, 1223]
feb21-caption: ಎಸ್.ಎಂ.ನಾಚಪ್ಪ	[811, 571, 854, 580]
registration-dot	[90, 1407, 99, 1416]
felicitation-body: ಮಡಿಕೇರಿ,ಫೆ.17- ಅಖಿಲ ಭಾರತ ಕೊಡವ ಸಮಾಜದ ವತಿಯಿಂದ ಕ್ರೀಡಾ ಕ್ಷೇತ್ರದಲ್ಲಿ ಸಾಧನೆ ಮಾಡಿದ ಕ್ರೀಡಾಪಟುಗಳಿಗೆ ಅಭಿನಂದನಾ ಕಾರ್ಯಕ್ರಮವನ್ನು ಫೆ.19 ರಂದು ಸಂಜೆ 4.30 ಗಂಟೆಗೆ ನಗರದ ಕೊಡವ ಸಮಾಜದಲ್ಲಿ ಹಮ್ಮಿಕೊಳ್ಳಲಾಗಿದೆ. 2024ರ ಕ್ರೀಡಾಕೂಟದಲ್ಲಿ ಪದಕ ಗೆದ್ದ 19 ವಿದ್ಯಾರ್ಥಿಗಳನ್ನು ಸನ್ಮಾನಿಸಲಾಗುವುದು. ಜಿಲ್ಲಾ ಪೊಲೀಸ್ ವರಿಷ್ಠಾಧಿಕಾರಿ ಕೆ.ರಾಮರಾಜನ್ ಉದ್ಘಾಟಿಸಲಿದ್ದಾರೆ.	[45, 606, 285, 658]
pratibha-headline: ಪ್ರತಿಭಾ ಕಾರಂಜಿ ಸ್ಪರ್ಧೆಗಳಲ್ಲಿ ವಿದ್ಯಾರ್ಥಿಗಳ ಸಾಧನೆ	[295, 441, 542, 459]
budget-note-photo	[45, 115, 310, 207]
page-number: 8	[69, 50, 83, 74]
feb28-headline: ಫೆ.28, ನಗರಸಭೆ ಆಯವ್ಯಯ ಸಂಬಂಧ ಪೂರ್ವಭಾವಿ ಸಭೆ	[45, 440, 242, 481]
paper-name: ಮೈಸೂರು ಮಿತ್ರ	[533, 53, 593, 67]
basaveshwara-headline-quote2: ನಾಯಕ'	[430, 124, 496, 152]
kollegal-caption: ಕೊಳ್ಳೇಗಾಲ ನಗರಸಭೆಯ 2024-25ನೇ ಸಾಲಿನ ಬಜೆಟ್‌ಅನ್ನು ಜಿಲ್ಲಾಧಿಕಾರಿ ಶಿಲ್ಪನಾಗ್ ಮಂಡಿಸಿದರು. ಶಾಸಕ ಎ.ಆರ್.ಕೃಷ್ಣಮೂರ್ತಿ, ಆಯುಕ್ತ ರಮೇಶ್ ಇದ್ದರು.	[45, 924, 288, 943]
registration-dot	[864, 1407, 873, 1416]
mamballi-body1: ಯಳಂದೂರು, ಫೆ.17- ಯಳಂದೂರು ತಾಲೂಕಿನ ಮಾಂಬಳ್ಳಿ ಗ್ರಾಮಕ್ಕೆ ಆಗಮಿಸಿದ ಸಂವಿಧಾನ ಜಾಗೃತಿ ಜಾಥಾಗೆ ಶಾಸಕ ಎ.ಆರ್.ಕೃಷ್ಣಮೂರ್ತಿ ನೇತೃತ್ವದಲ್ಲಿ ಗ್ರಾಮಸ್ಥರು ಅದ್ದೂರಿ ಸ್ವಾಗತ ಕೋರಿದರು. ಸಂವಿಧಾನ ಪೀಠಿಕೆ ವಾಚನ ಮಾಡಲಾಯಿತು. ಶಾಲಾ ಮಕ್ಕಳು ಮೆರವಣಿಗೆಯಲ್ಲಿ ಪಾಲ್ಗೊಂಡರು. ಡಾ.ಬಿ.ಆರ್.ಅಂಬೇಡ್ಕರ್ ಅವರ ಭಾವಚಿತ್ರಕ್ಕೆ ಪುಷ್ಪಾರ್ಚನೆ ಮಾಡಲಾಯಿತು.	[540, 1090, 658, 1184]
roads-headline: ವಿವಿಧ ಗ್ರಾಮಗಳಲ್ಲಿ ರಸ್ತೆ ಅಭಿವೃದ್ಧಿ ಕಾಮಗಾರಿಗೆ ಗುದ್ದಲಿಪೂಜೆ	[178, 1226, 382, 1238]
